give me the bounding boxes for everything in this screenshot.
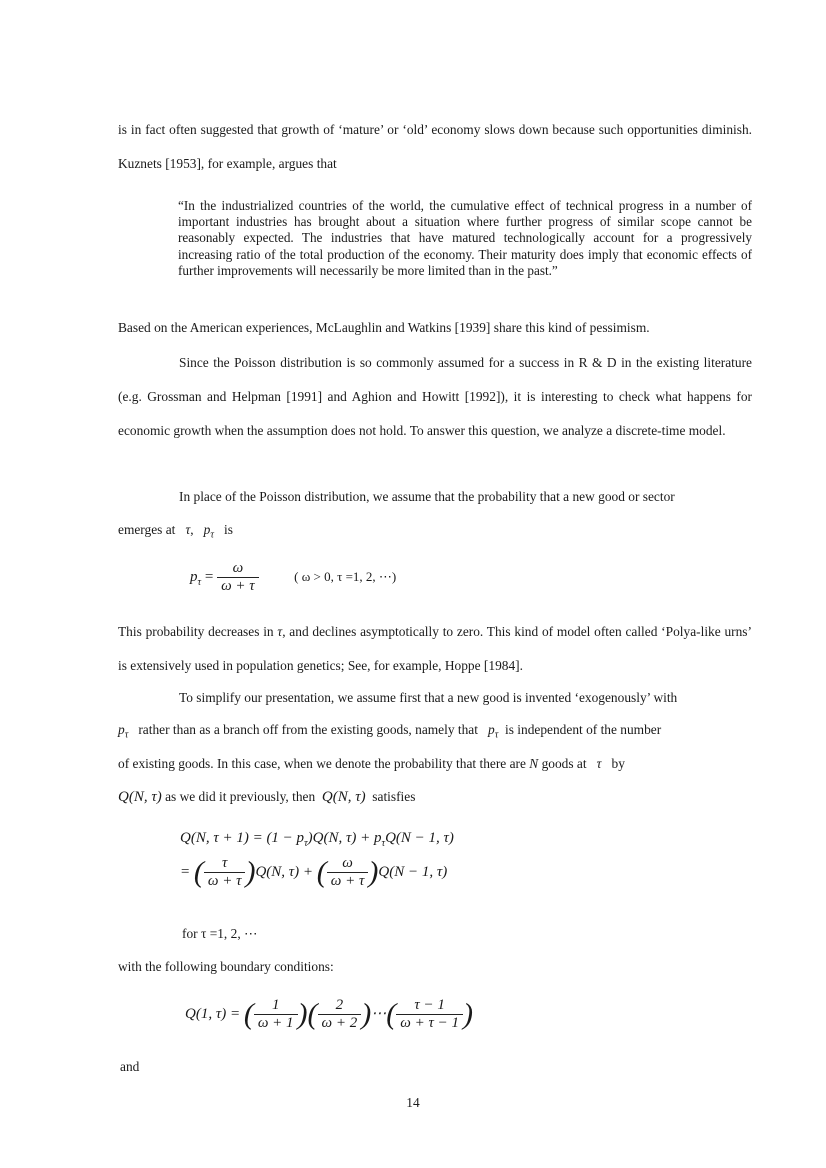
- symbol-tau: τ: [185, 522, 191, 537]
- paren-open: (: [243, 997, 254, 1031]
- eq2-f2-num: ω: [342, 855, 353, 871]
- eq2-equals: =: [180, 863, 191, 880]
- eq1-denominator: ω + τ: [217, 577, 259, 595]
- paragraph-simplify-line2: [118, 722, 752, 741]
- block-quote: [178, 198, 752, 279]
- eq1-numerator: ω: [232, 560, 244, 576]
- paragraph-simplify-line4: [118, 789, 415, 806]
- symbol-Q: Q(N, τ): [118, 789, 162, 805]
- paragraph-poisson: Since the Poisson distribution is so commonly assumed for a success in R & D in the existing literature (e.g. Grossman and Helpman [1991] and Aghion and Howitt [1992]), it is interesting to check what happens for economic growth when the assumption does not hold. To answer this question, we analyze a discrete-time model.: [118, 355, 752, 438]
- eq2-fraction1: [204, 855, 246, 890]
- symbol-tau: τ: [277, 624, 283, 639]
- eq2-fraction2: [327, 855, 369, 890]
- equation-boundary: [185, 997, 473, 1032]
- eq2-end: Q(N − 1, τ): [378, 863, 448, 880]
- text-decreases-rest: , and declines asymptotically to zero. This kind of model often called ‘Polya-like urns’ is extensively used in population genetics; See, for example, Hoppe [1984].: [118, 624, 752, 673]
- eq3-f3-num: τ − 1: [414, 997, 445, 1013]
- text-is: is: [223, 522, 233, 537]
- for-line: for τ =1, 2, ⋯: [182, 926, 258, 941]
- text-satisfies: satisfies: [372, 789, 416, 804]
- eq2-f1-den: ω + τ: [204, 872, 246, 890]
- eq3-lhs: Q(1, τ) =: [185, 1005, 241, 1022]
- eq3-f2-num: 2: [335, 997, 344, 1013]
- eq3-f1-den: ω + 1: [254, 1014, 298, 1032]
- paragraph-decreases: [118, 615, 752, 683]
- symbol-p-subscript: τ: [124, 729, 129, 741]
- text-by: by: [611, 756, 625, 771]
- equation-probability: [190, 560, 396, 595]
- paren-open: (: [193, 855, 204, 889]
- paragraph-simplify-line3: [118, 756, 625, 772]
- symbol-p-subscript: τ: [494, 729, 499, 741]
- eq2-part1: Q(N, τ + 1) = (1 − p: [180, 830, 305, 846]
- paragraph-probability-line1: In place of the Poisson distribution, we assume that the probability that a new good or sector: [179, 489, 675, 504]
- eq1-fraction: [217, 560, 259, 595]
- eq3-fraction1: [254, 997, 298, 1032]
- symbol-p: p: [488, 722, 495, 737]
- eq1-lhs: p: [190, 568, 198, 585]
- paren-close: ): [245, 855, 256, 889]
- eq1-equals: =: [204, 568, 214, 585]
- symbol-p-subscript: τ: [210, 529, 214, 541]
- symbol-tau: τ: [596, 756, 602, 771]
- equation-recursion-line1: [180, 830, 454, 849]
- quote-text: “In the industrialized countries of the world, the cumulative effect of technical progress in a number of important industries has brought about a situation where further progress of similar scope cannot be reasonably expected. The industries that have matured technologically account for a progressively increasing ratio of the total production of the economy. Their maturity does imply that economic effects of further improvements will necessarily be more limited than in the past.”: [178, 198, 752, 278]
- eq2-sub1: τ: [304, 838, 308, 849]
- eq3-fraction3: [396, 997, 463, 1032]
- paragraph-probability-line2: emerges at τ, $p_\tau$ is: [118, 522, 233, 541]
- page-number: 14: [406, 1095, 420, 1110]
- text-decreases: This probability decreases in: [118, 624, 274, 639]
- eq2-mid: Q(N, τ) +: [255, 863, 314, 880]
- eq2-f2-den: ω + τ: [327, 872, 369, 890]
- text-rather-than: rather than as a branch off from the existing goods, namely that: [138, 722, 478, 737]
- symbol-Q: Q(N, τ): [321, 789, 366, 805]
- symbol-N: N: [529, 756, 539, 771]
- text-existing-goods: of existing goods. In this case, when we denote the probability that there are: [118, 756, 526, 771]
- paragraph-intro: is in fact often suggested that growth of ‘mature’ or ‘old’ economy slows down because such opportunities diminish. Kuznets [1953], for example, argues that: [118, 122, 752, 171]
- paren-close: ): [297, 997, 308, 1031]
- paren-close: ): [368, 855, 379, 889]
- eq2-part3: Q(N − 1, τ): [385, 830, 454, 846]
- eq2-part2: )Q(N, τ) + p: [307, 830, 382, 846]
- paren-close: ): [361, 997, 372, 1031]
- equation-recursion-line2: [180, 855, 447, 890]
- paren-open: (: [316, 855, 327, 889]
- eq2-f1-num: τ: [221, 855, 228, 871]
- paren-open: (: [386, 997, 397, 1031]
- eq1-condition: ( ω > 0, τ =1, 2, ⋯): [294, 568, 397, 584]
- paragraph-simplify-line1: To simplify our presentation, we assume first that a new good is invented ‘exogenously’ with: [179, 690, 678, 705]
- boundary-text: with the following boundary conditions:: [118, 959, 334, 974]
- symbol-p: p: [203, 522, 211, 537]
- eq1-lhs-sub: τ: [197, 576, 202, 588]
- eq3-dots: ⋯: [371, 1005, 387, 1022]
- paren-close: ): [462, 997, 473, 1031]
- eq3-fraction2: [318, 997, 362, 1032]
- eq2-sub2: τ: [381, 838, 386, 849]
- text-as-we-did: as we did it previously, then: [165, 789, 316, 804]
- text-emerges-at: emerges at: [118, 522, 176, 537]
- text-independent: is independent of the number: [505, 722, 662, 737]
- text-goods-at: goods at: [541, 756, 587, 771]
- eq3-f3-den: ω + τ − 1: [396, 1014, 463, 1032]
- symbol-p: p: [118, 722, 125, 737]
- paragraph-pessimism: Based on the American experiences, McLaughlin and Watkins [1939] share this kind of pessimism.: [118, 320, 650, 335]
- and-text: and: [120, 1059, 140, 1074]
- paren-open: (: [307, 997, 318, 1031]
- eq3-f1-num: 1: [271, 997, 280, 1013]
- eq3-f2-den: ω + 2: [318, 1014, 362, 1032]
